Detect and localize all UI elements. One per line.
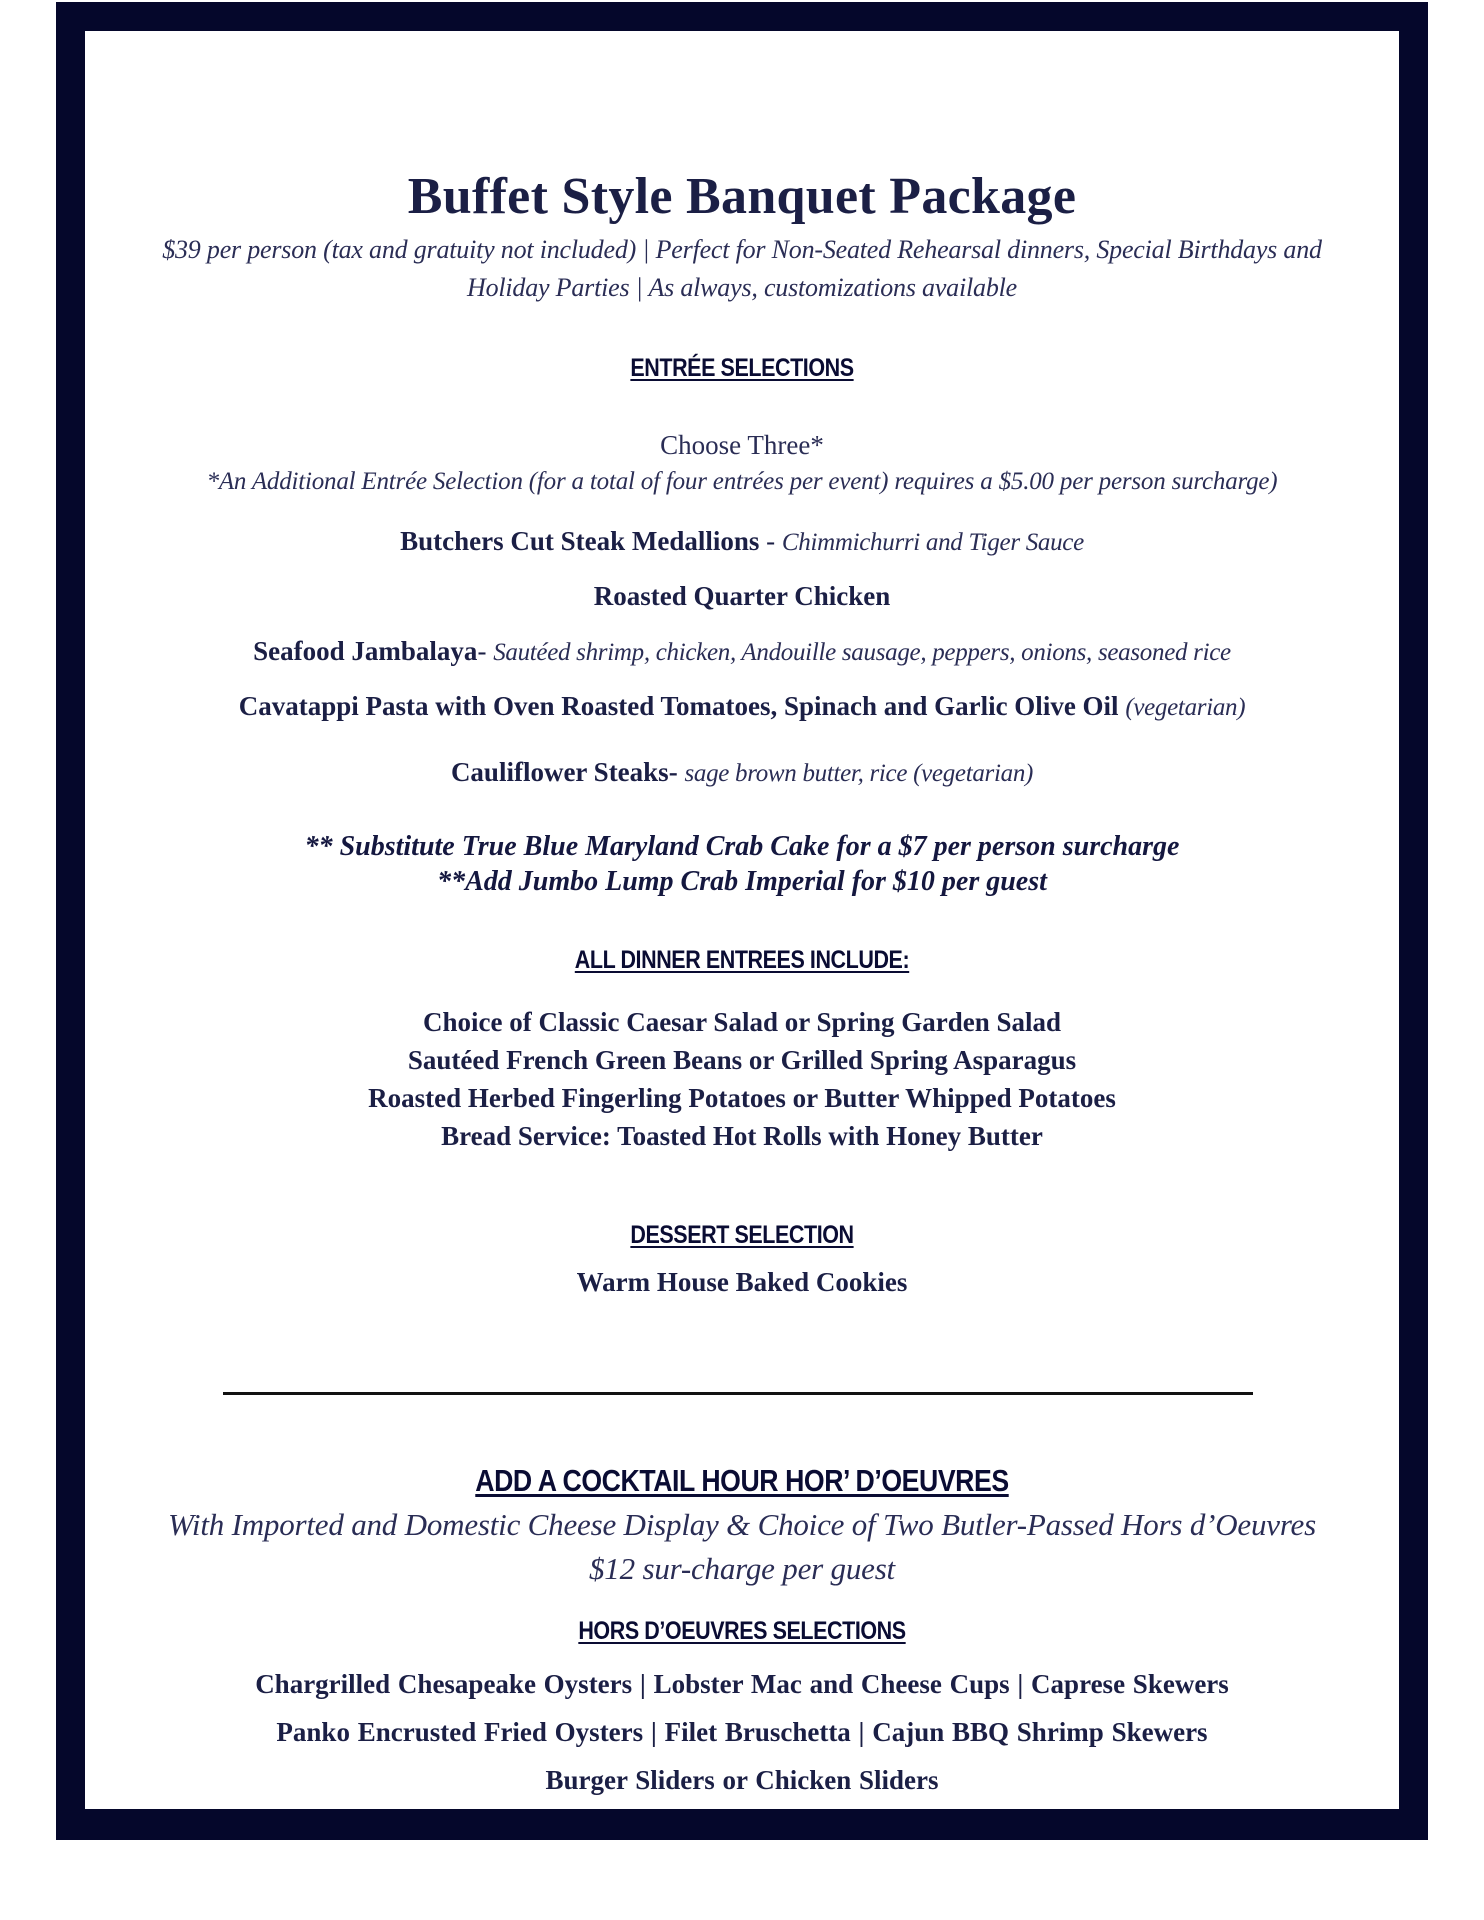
subtitle-line-1: $39 per person (tax and gratuity not included) | Perfect for Non-Seated Rehearsal dinners, Special Birthdays and	[162, 235, 1322, 264]
entree-item-description: sage brown butter, rice (vegetarian)	[684, 760, 1034, 787]
entree-item	[85, 636, 1399, 667]
dessert-item: Warm House Baked Cookies	[576, 1267, 908, 1297]
hors-heading: HORS D’OEUVRES SELECTIONS	[578, 1617, 906, 1645]
hors-line: Chargrilled Chesapeake Oysters | Lobster Mac and Cheese Cups | Caprese Skewers	[255, 1669, 1229, 1699]
entree-item-separator: -	[477, 636, 494, 666]
entree-item	[85, 757, 1399, 788]
additional-entree-note: *An Additional Entrée Selection (for a total of four entrées per event) requires a $5.00 per person surcharge)	[206, 468, 1278, 495]
crab-cake-promo: ** Substitute True Blue Maryland Crab Cake for a $7 per person surcharge	[304, 831, 1180, 862]
hors-line: Panko Encrusted Fried Oysters | Filet Bruschetta | Cajun BBQ Shrimp Skewers	[276, 1717, 1208, 1747]
cocktail-surcharge: $12 sur-charge per guest	[589, 1551, 895, 1586]
includes-line: Sautéed French Green Beans or Grilled Spring Asparagus	[407, 1045, 1077, 1075]
section-divider	[223, 1392, 1253, 1395]
entree-item-description: (vegetarian)	[1125, 694, 1246, 721]
entree-item	[85, 691, 1399, 722]
entree-item-name: Seafood Jambalaya	[253, 636, 478, 666]
entree-item-description: Chimmichurri and Tiger Sauce	[781, 529, 1084, 556]
entree-item-name: Roasted Quarter Chicken	[593, 581, 891, 611]
crab-imperial-promo: **Add Jumbo Lump Crab Imperial for $10 per guest	[437, 866, 1047, 897]
entree-item-description: Sautéed shrimp, chicken, Andouille sausage, peppers, onions, seasoned rice	[493, 639, 1231, 666]
entree-heading: ENTRÉE SELECTIONS	[630, 354, 854, 382]
entree-item-separator: -	[759, 526, 782, 556]
includes-heading: ALL DINNER ENTREES INCLUDE:	[574, 946, 910, 974]
includes-line: Bread Service: Toasted Hot Rolls with Honey Butter	[441, 1121, 1043, 1151]
page-title: Buffet Style Banquet Package	[407, 168, 1077, 225]
includes-line: Roasted Herbed Fingerling Potatoes or Butter Whipped Potatoes	[368, 1083, 1116, 1113]
entree-item-name: Butchers Cut Steak Medallions	[400, 526, 760, 556]
entree-item	[85, 581, 1399, 612]
entree-item	[85, 526, 1399, 557]
includes-line: Choice of Classic Caesar Salad or Spring Garden Salad	[422, 1007, 1062, 1037]
hors-line: Burger Sliders or Chicken Sliders	[545, 1765, 939, 1795]
choose-three-text: Choose Three*	[660, 430, 824, 460]
entree-item-name: Cavatappi Pasta with Oven Roasted Tomatoes, Spinach and Garlic Olive Oil	[238, 691, 1119, 721]
cocktail-heading: ADD A COCKTAIL HOUR HOR’ D’OEUVRES	[475, 1463, 1009, 1498]
dessert-heading: DESSERT SELECTION	[630, 1221, 854, 1249]
entree-item-name: Cauliflower Steaks-	[450, 757, 678, 787]
subtitle-line-2: Holiday Parties | As always, customizations available	[467, 273, 1017, 302]
cocktail-description: With Imported and Domestic Cheese Display & Choice of Two Butler-Passed Hors d’Oeuvres	[168, 1507, 1316, 1542]
